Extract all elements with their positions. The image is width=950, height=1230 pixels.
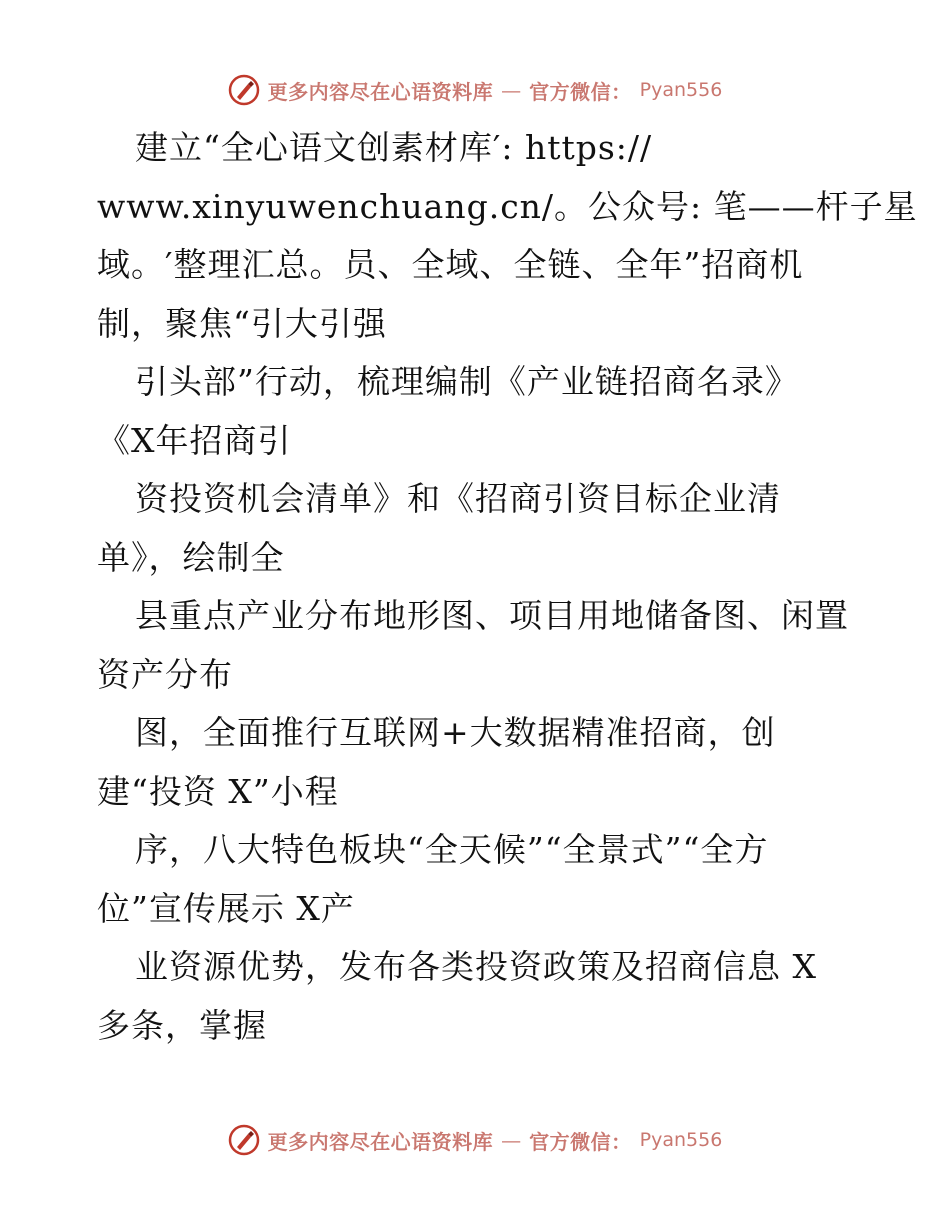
body-line: 序，八大特色板块“全天候”“全景式”“全方 (135, 830, 769, 869)
body-line: 单》，绘制全 (97, 537, 285, 577)
body-line: 制，聚焦“引大引强 (97, 303, 387, 343)
footer-banner (0, 1120, 950, 1160)
body-line: www.xinyuwenchuang.cn/。公众号: 笔——杆子星 (97, 186, 918, 226)
footer-separator: — (501, 1128, 522, 1152)
body-line: 图，全面推行互联网+大数据精准招商，创 (135, 713, 776, 752)
body-line: 资投资机会清单》和《招商引资目标企业清 (135, 479, 781, 518)
document-body (97, 119, 918, 1055)
pen-logo-icon (228, 74, 260, 106)
footer-wechat-id: Pyan556 (639, 1129, 723, 1151)
body-line: 资产分布 (97, 654, 233, 694)
header-wechat-id: Pyan556 (639, 79, 723, 101)
body-line: 业资源优势，发布各类投资政策及招商信息 X (135, 947, 817, 986)
body-line: 《X年招商引 (97, 420, 292, 460)
footer-promo-text: 更多内容尽在心语资料库 (267, 1129, 494, 1154)
header-promo-text: 更多内容尽在心语资料库 (267, 79, 494, 104)
header-separator: — (501, 78, 522, 102)
header-wechat-label: 官方微信： (529, 79, 632, 104)
body-line: 域。′整理汇总。员、全域、全链、全年”招商机 (97, 245, 804, 284)
header-banner (0, 70, 950, 110)
body-line: 引头部”行动，梳理编制《产业链招商名录》 (135, 362, 799, 401)
body-line: 建“投资 X”小程 (97, 771, 339, 811)
body-line: 建立“全心语文创素材库′: https:// (135, 128, 653, 167)
body-line: 多条，掌握 (97, 1005, 267, 1045)
body-line: 县重点产业分布地形图、项目用地储备图、闲置 (135, 596, 849, 635)
pen-logo-icon (228, 1124, 260, 1156)
body-line: 位”宣传展示 X产 (97, 888, 355, 928)
footer-wechat-label: 官方微信： (529, 1129, 632, 1154)
